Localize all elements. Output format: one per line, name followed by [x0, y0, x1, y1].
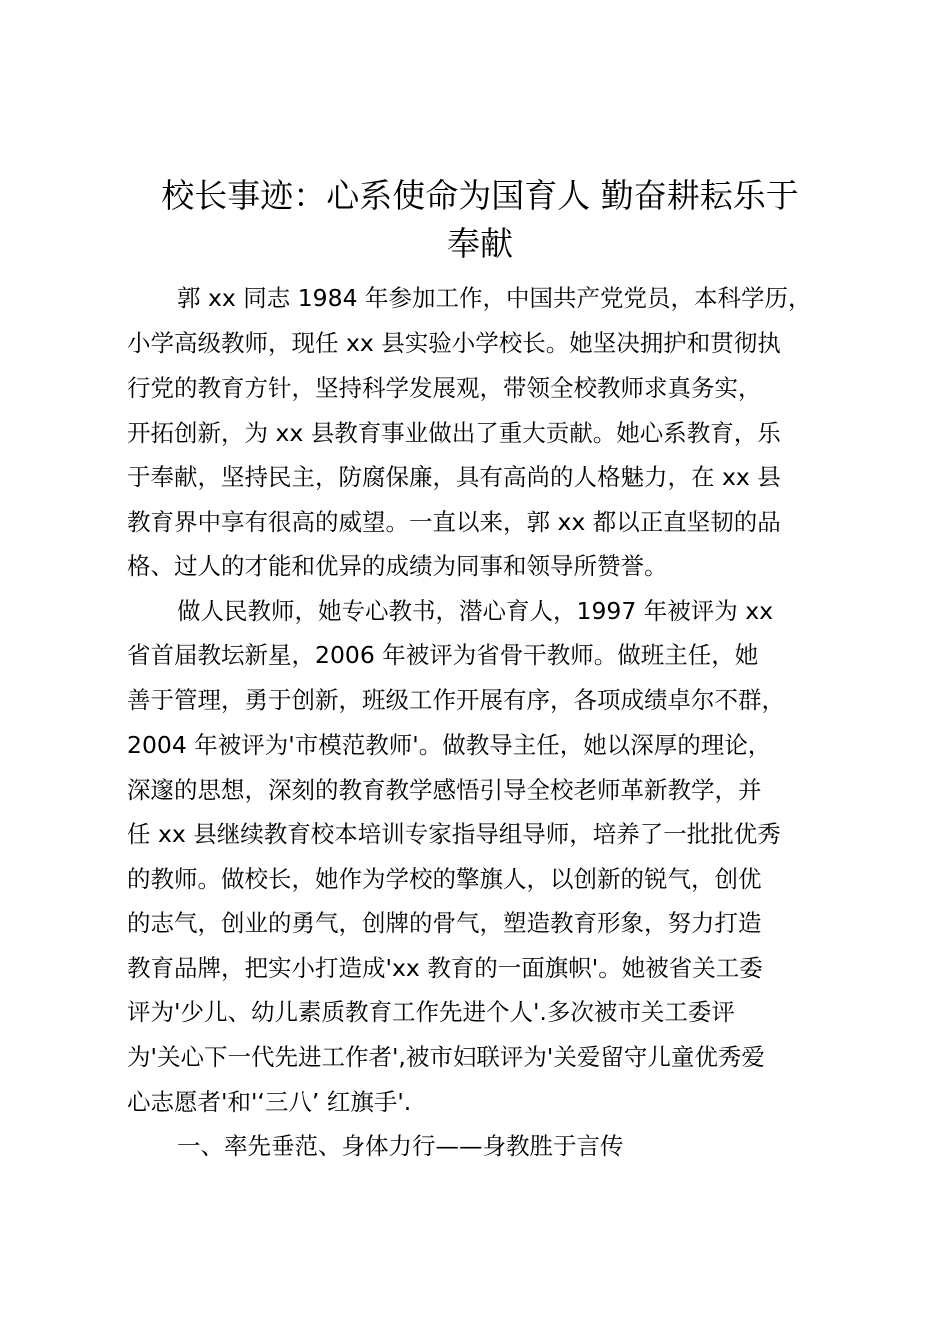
title-line-1: 校长事迹：心系使命为国育人 勤奋耕耘乐于 [161, 176, 799, 215]
paragraph-line: 善于管理，勇于创新，班级工作开展有序，各项成绩卓尔不群， [127, 686, 785, 714]
paragraph-line: 格、过人的才能和优异的成绩为同事和领导所赞誉。 [127, 552, 668, 580]
document-title [118, 172, 842, 268]
paragraph-line: 心志愿者'和'‘三八’ 红旗手'. [127, 1088, 412, 1116]
paragraph-line: 任 xx 县继续教育校本培训专家指导组导师，培养了一批批优秀 [127, 820, 781, 848]
title-line-2: 奉献 [447, 224, 513, 263]
paragraph-line: 为'关心下一代先进工作者',被市妇联评为'关爱留守儿童优秀爱 [127, 1043, 765, 1071]
paragraph-line: 做人民教师，她专心教书，潜心育人，1997 年被评为 xx [177, 597, 774, 625]
paragraph-line: 教育界中享有很高的威望。一直以来，郭 xx 都以正直坚韧的品 [127, 508, 781, 536]
paragraph-line: 于奉献，坚持民主，防腐保廉，具有高尚的人格魅力，在 xx 县 [127, 463, 781, 491]
paragraph-line: 评为'少儿、幼儿素质教育工作先进个人'.多次被市关工委评 [127, 998, 735, 1026]
paragraph-line: 小学高级教师，现任 xx 县实验小学校长。她坚决拥护和贯彻执 [127, 329, 781, 357]
paragraph-line: 教育品牌，把实小打造成'xx 教育的一面旗帜'。她被省关工委 [127, 954, 763, 982]
paragraph-line: 行党的教育方针，坚持科学发展观，带领全校教师求真务实， [127, 374, 762, 402]
paragraph-line: 郭 xx 同志 1984 年参加工作，中国共产党党员，本科学历， [177, 284, 812, 312]
paragraph-line: 2004 年被评为'市模范教师'。做教导主任，她以深厚的理论， [127, 731, 772, 759]
section-heading-text: 一、率先垂范、身体力行——身教胜于言传 [177, 1132, 624, 1160]
paragraph-line: 的教师。做校长，她作为学校的擎旗人，以创新的锐气，创优 [127, 865, 762, 893]
paragraph-line: 的志气，创业的勇气，创牌的骨气，塑造教育形象，努力打造 [127, 909, 762, 937]
paragraph-line: 省首届教坛新星，2006 年被评为省骨干教师。做班主任，她 [127, 641, 759, 669]
paragraph-line: 开拓创新，为 xx 县教育事业做出了重大贡献。她心系教育，乐 [127, 419, 781, 447]
paragraph-line: 深邃的思想，深刻的教育教学感悟引导全校老师革新教学，并 [127, 776, 762, 804]
